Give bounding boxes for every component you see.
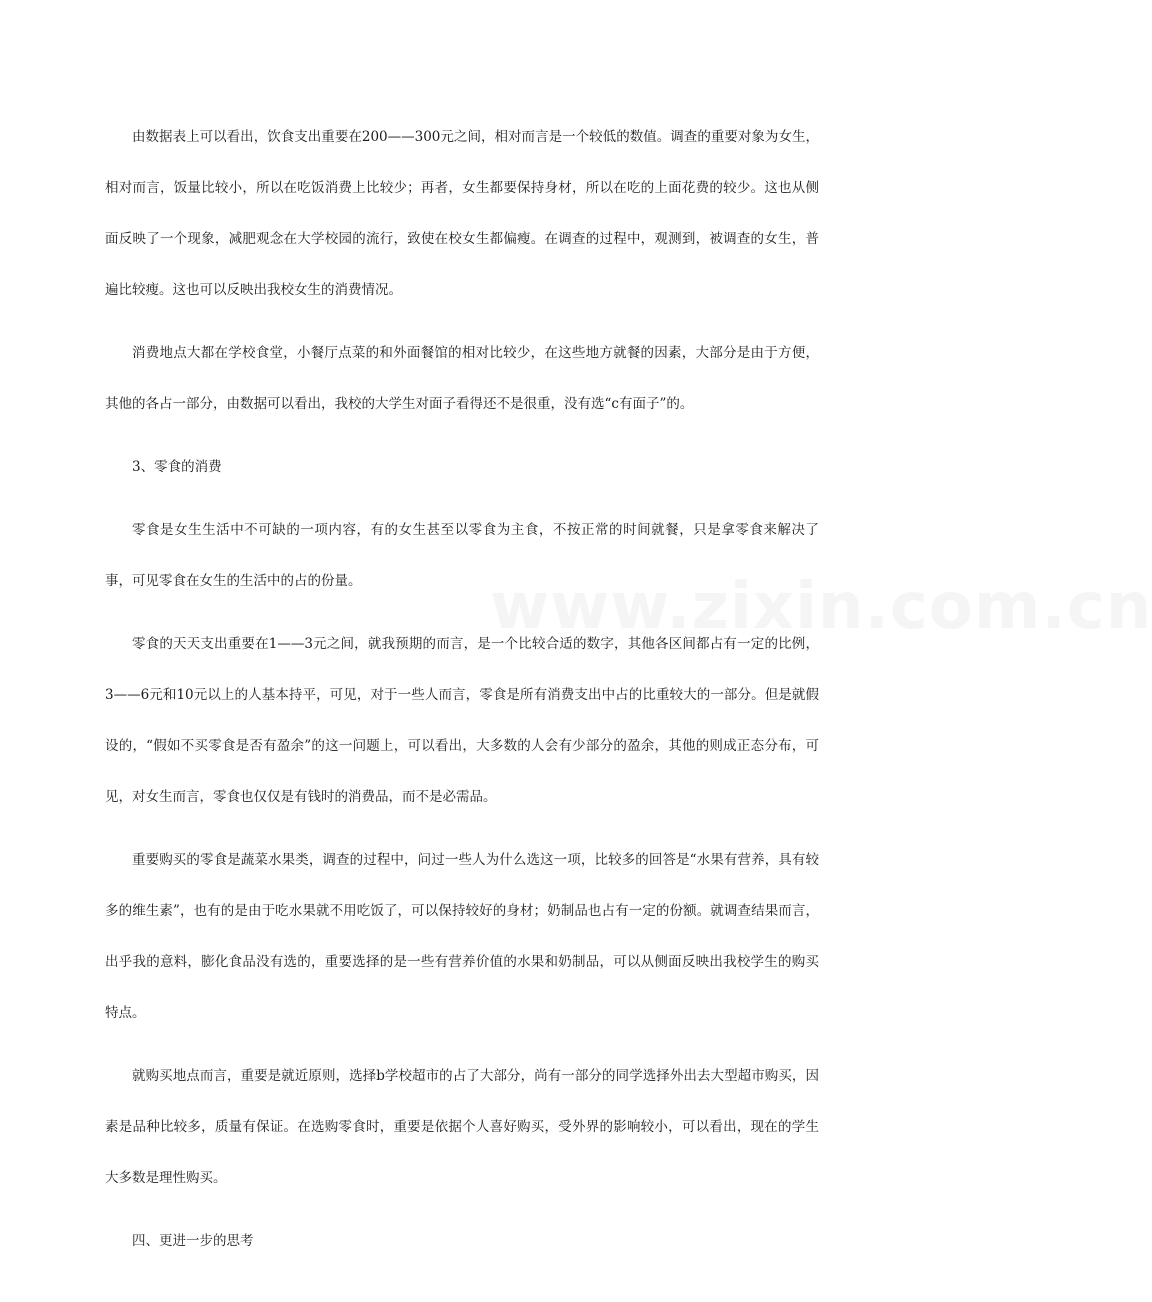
paragraph-snack-purchase-location: 就购买地点而言，重要是就近原则，选择b学校超市的占了大部分，尚有一部分的同学选择外出去大型超市购买，因素是品种比较多，质量有保证。在选购零食时，重要是依据个人喜好购买，受外界的影响较小，可以看出，现在的学生大多数是理性购买。 xyxy=(105,1068,819,1186)
watermark: www.zixin.com.cn xyxy=(490,570,1152,644)
paragraph-dining-location: 消费地点大都在学校食堂，小餐厅点菜的和外面餐馆的相对比较少，在这些地方就餐的因素，大部分是由于方便，其他的各占一部分，由数据可以看出，我校的大学生对面子看得还不是很重，没有选“c有面子”的。 xyxy=(105,345,819,412)
section-heading-further-thoughts: 四、更进一步的思考 xyxy=(132,1233,254,1249)
paragraph-diet-spending: 由数据表上可以看出，饮食支出重要在200——300元之间，相对而言是一个较低的数值。调查的重要对象为女生，相对而言，饭量比较小，所以在吃饭消费上比较少；再者，女生都要保持身材，所以在吃的上面花费的较少。这也从侧面反映了一个现象，减肥观念在大学校园的流行，致使在校女生都偏瘦。在调查的过程中，观测到，被调查的女生，普遍比较瘦。这也可以反映出我校女生的消费情况。 xyxy=(105,129,819,298)
document-body xyxy=(105,112,819,1279)
paragraph-snack-types: 重要购买的零食是蔬菜水果类，调查的过程中，问过一些人为什么选这一项，比较多的回答是“水果有营养，具有较多的维生素”，也有的是由于吃水果就不用吃饭了，可以保持较好的身材；奶制品也占有一定的份额。就调查结果而言，出乎我的意料，膨化食品没有选的，重要选择的是一些有营养价值的水果和奶制品，可以从侧面反映出我校学生的购买特点。 xyxy=(105,852,819,1021)
section-heading-snacks: 3、零食的消费 xyxy=(132,459,222,475)
paragraph-snack-daily-spending: 零食的天天支出重要在1——3元之间，就我预期的而言，是一个比较合适的数字，其他各区间都占有一定的比例，3——6元和10元以上的人基本持平，可见，对于一些人而言，零食是所有消费支出中占的比重较大的一部分。但是就假设的，“假如不买零食是否有盈余”的这一问题上，可以看出，大多数的人会有少部分的盈余，其他的则成正态分布，可见，对女生而言，零食也仅仅是有钱时的消费品，而不是必需品。 xyxy=(105,636,819,805)
paragraph-snacks-intro: 零食是女生生活中不可缺的一项内容，有的女生甚至以零食为主食，不按正常的时间就餐，只是拿零食来解决了事，可见零食在女生的生活中的占的份量。 xyxy=(105,522,819,589)
